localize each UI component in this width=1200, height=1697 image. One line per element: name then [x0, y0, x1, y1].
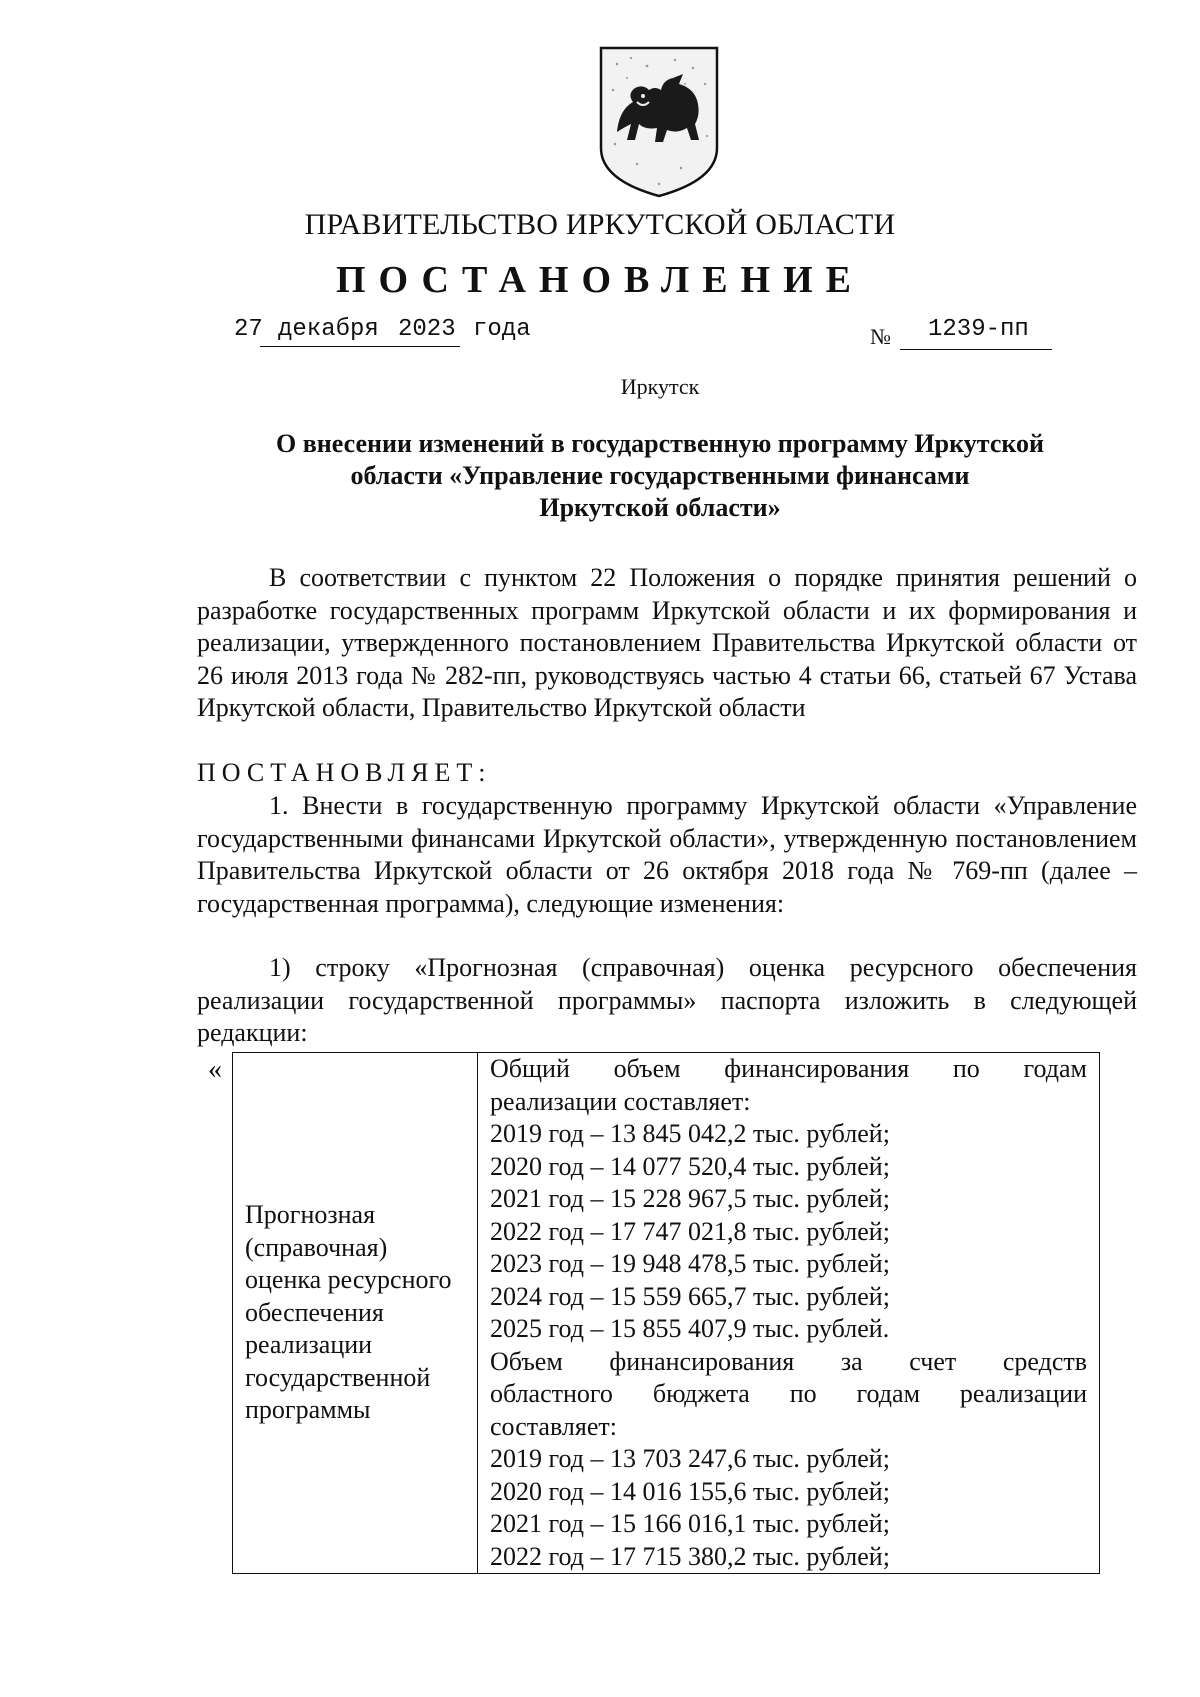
open-quote-mark: «: [208, 1054, 222, 1085]
subitem-1-paragraph: 1) строку «Прогнозная (справочная) оценка ресурсного обеспечения реализации государственной программы» паспорта изложить в следующей редакции:: [197, 953, 1137, 1047]
title-line-2: области «Управление государственными финансами: [350, 461, 970, 490]
table-cell-values: [478, 1053, 1100, 1574]
total-year-line: 2025 год – 15 855 407,9 тыс. рублей.: [490, 1314, 890, 1343]
label-line: государственной: [245, 1362, 431, 1392]
resolves-heading: ПОСТАНОВЛЯЕТ:: [197, 758, 492, 787]
date-day: 27: [234, 316, 263, 343]
number-underline: [900, 349, 1052, 350]
number-sign: №: [870, 324, 891, 349]
total-year-line: 2019 год – 13 845 042,2 тыс. рублей;: [490, 1119, 890, 1148]
regional-intro-line: областного бюджета по годам реализации: [490, 1379, 1087, 1408]
regional-year-line: 2021 год – 15 166 016,1 тыс. рублей;: [490, 1509, 890, 1538]
government-name: ПРАВИТЕЛЬСТВО ИРКУТСКОЙ ОБЛАСТИ: [304, 208, 896, 241]
total-year-line: 2022 год – 17 747 021,8 тыс. рублей;: [490, 1216, 890, 1246]
item-1-paragraph: 1. Внести в государственную программу Иркутской области «Управление государственными финансами Иркутской области», утвержденную постановлением Правительства Иркутской области от 26 октября 2018 года № 769-пп (далее – государственная программа), следующие изменения:: [197, 791, 1137, 918]
label-line: программы: [245, 1395, 371, 1425]
title-line-1: О внесении изменений в государственную программу Иркутской: [276, 429, 1044, 458]
regional-intro-line: Объем финансирования за счет средств: [490, 1346, 1087, 1376]
regional-year-line: 2022 год – 17 715 380,2 тыс. рублей;: [490, 1541, 890, 1571]
total-year-line: 2020 год – 14 077 520,4 тыс. рублей;: [490, 1151, 890, 1181]
regional-year-line: 2020 год – 14 016 155,6 тыс. рублей;: [490, 1476, 890, 1506]
funding-table: [232, 1052, 1100, 1574]
document-type: ПОСТАНОВЛЕНИЕ: [335, 259, 865, 301]
label-line: обеспечения: [245, 1297, 384, 1327]
regional-year-line: 2019 год – 13 703 247,6 тыс. рублей;: [490, 1444, 890, 1473]
table-row: [233, 1053, 1100, 1574]
preamble-paragraph: В соответствии с пунктом 22 Положения о порядке принятия решений о разработке государственных программ Иркутской области и их формирования и реализации, утвержденного постановлением Правительства Иркутской области от 26 июля 2013 года № 282-пп, руководствуясь частью 4 статьи 66, статьей 67 Устава Иркутской области, Правительство Иркутской области: [197, 563, 1137, 722]
label-line: Прогнозная: [245, 1200, 376, 1230]
label-line: (справочная): [245, 1232, 388, 1262]
city-name: Иркутск: [620, 374, 700, 399]
total-intro-line: Общий объем финансирования по годам: [490, 1054, 1087, 1083]
coat-of-arms-emblem: [597, 44, 721, 200]
date-underline: [260, 346, 460, 347]
document-title: [220, 428, 1100, 524]
total-year-line: 2021 год – 15 228 967,5 тыс. рублей;: [490, 1184, 890, 1213]
total-intro-line: реализации составляет:: [490, 1086, 751, 1116]
total-year-line: 2023 год – 19 948 478,5 тыс. рублей;: [490, 1249, 890, 1278]
date-year: 2023: [398, 316, 456, 343]
title-line-3: Иркутской области»: [539, 493, 781, 522]
total-year-line: 2024 год – 15 559 665,7 тыс. рублей;: [490, 1281, 890, 1311]
table-cell-label: [233, 1053, 478, 1574]
date-month: декабря: [278, 316, 379, 343]
document-number: 1239-пп: [928, 316, 1029, 343]
date-word: года: [473, 316, 531, 343]
label-line: реализации: [245, 1330, 373, 1360]
regional-intro-line: составляет:: [490, 1411, 617, 1441]
label-line: оценка ресурсного: [245, 1265, 452, 1295]
